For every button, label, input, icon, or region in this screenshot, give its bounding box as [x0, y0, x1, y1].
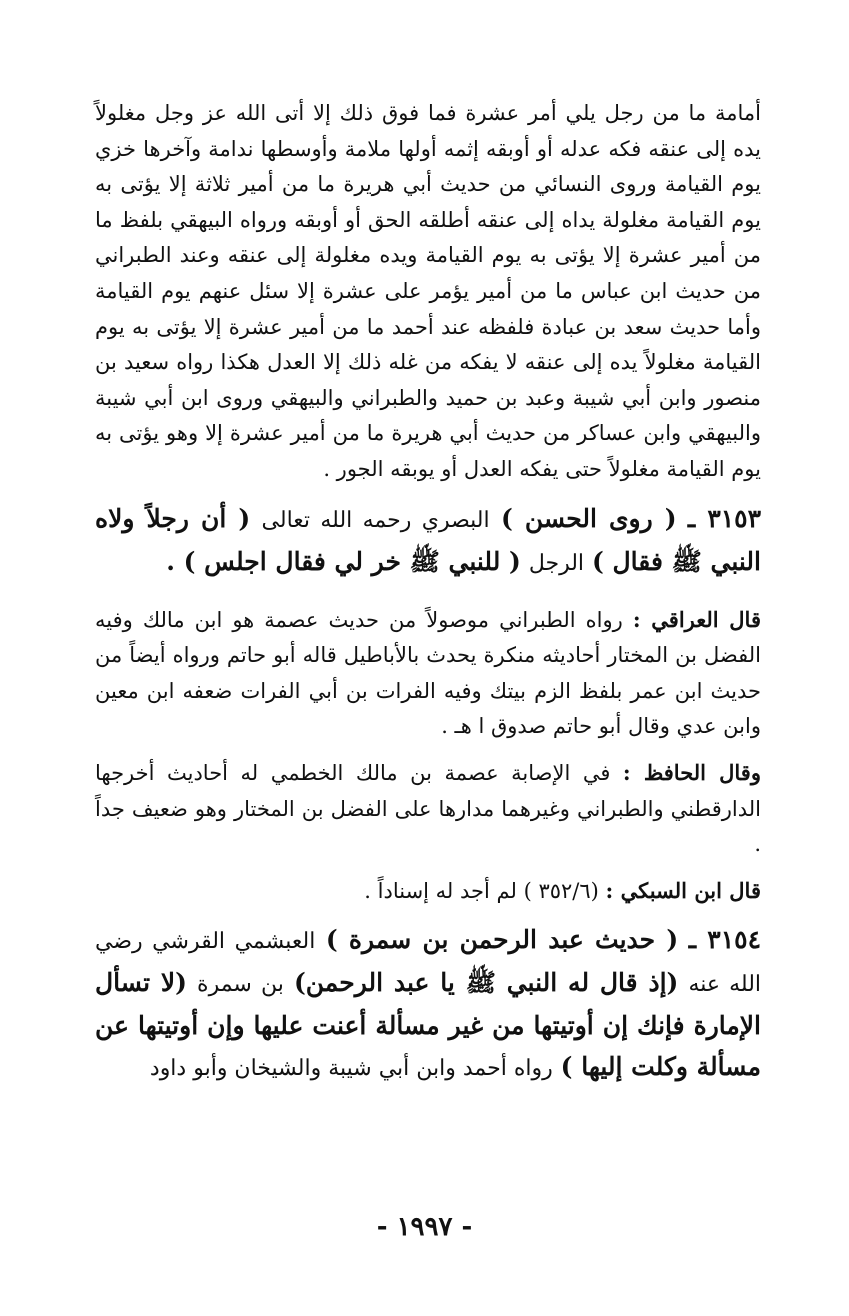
iraqi-note — [95, 602, 761, 745]
hadith-commentary: رواه أحمد وابن أبي شيبة والشيخان وأبو داود — [149, 1056, 553, 1082]
hadith-text: (إذ قال له النبي ﷺ يا عبد الرحمن) — [293, 968, 679, 998]
hadith-commentary: البصري رحمه الله تعالى — [261, 507, 490, 533]
hadith-commentary: بن سمرة — [197, 972, 284, 998]
hadith-number: ٣١٥٤ ـ — [688, 925, 762, 955]
page-body — [95, 96, 761, 1095]
hadith-text: (لا تسأل الإمارة فإنك إن أوتيتها من غير مسألة أعنت عليها وإن أوتيتها عن مسألة وكلت إليها ) — [95, 968, 761, 1082]
hafiz-note — [95, 755, 761, 863]
hadith-commentary: العبشمي القرشي رضي الله عنه — [95, 929, 762, 998]
commentary-text: أمامة ما من رجل يلي أمر عشرة فما فوق ذلك إلا أتى الله عز وجل مغلولاً يده إلى عنقه فكه عدله أو أوبقه إثمه أولها ملامة وأوسطها ندامة وآخرها خزي يوم القيامة وروى النسائي من حديث أبي هريرة ما من أمير ثلاثة إلا يؤتى به يوم القيامة مغلولة يداه إلى عنقه أطلقه الحق أو أوبقه ورواه البيهقي بلفظ ما من أمير عشرة إلا يؤتى به يوم القيامة ويده مغلولة إلى عنقه وعند الطبراني من حديث ابن عباس ما من أمير يؤمر على عشرة إلا سئل عنهم يوم القيامة وأما حديث سعد بن عبادة فلفظه عند أحمد ما من أمير عشرة إلا يؤتى به يوم القيامة مغلولاً يده إلى عنقه لا يفكه من غله ذلك إلا العدل هكذا رواه سعيد بن منصور وابن أبي شيبة وعبد بن حميد والطبراني والبيهقي وروى ابن أبي شيبة والبيهقي وابن عساكر من حديث أبي هريرة ما من أمير عشرة إلا وهو يؤتى به يوم القيامة مغلولاً حتى يفكه العدل أو يوبقه الجور . — [95, 101, 761, 481]
note-text: رواه الطبراني موصولاً من حديث عصمة هو ابن مالك وفيه الفضل بن المختار أحاديثه منكرة يحدث بالأباطيل قاله أبو حاتم ورواه أيضاً من حديث ابن عمر بلفظ الزم بيتك وفيه الفرات بن أبي الفرات ضعفه ابن معين وابن عدي وقال أبو حاتم صدوق ا هـ . — [95, 607, 761, 739]
hadith-text: ( للنبي ﷺ خر لي فقال اجلس ) . — [166, 546, 521, 576]
note-text: في الإصابة عصمة بن مالك الخطمي له أحاديث أخرجها الدارقطني والطبراني وغيرهما مدارها على الفضل بن المختار وهو ضعيف جداً . — [95, 760, 761, 857]
note-label: قال العراقي : — [632, 606, 761, 632]
hadith-text: ( روى الحسن ) — [500, 503, 677, 533]
hadith-text: ( أن رجلاً ولاه النبي ﷺ فقال ) — [95, 503, 761, 576]
hadith-3153 — [95, 498, 761, 584]
note-label: وقال الحافظ : — [622, 759, 761, 785]
note-label: قال ابن السبكي : — [605, 877, 761, 903]
commentary-paragraph — [95, 96, 761, 488]
note-text: (٣٥٢/٦ ) لم أجد له إسناداً . — [364, 878, 599, 903]
subki-note — [95, 873, 761, 910]
page-number: - ١٩٩٧ - — [376, 1212, 473, 1242]
hadith-number: ٣١٥٣ ـ — [687, 503, 762, 533]
hadith-3154 — [95, 919, 761, 1089]
hadith-text: ( حديث عبد الرحمن بن سمرة ) — [325, 925, 679, 955]
hadith-commentary: الرجل — [528, 550, 585, 576]
